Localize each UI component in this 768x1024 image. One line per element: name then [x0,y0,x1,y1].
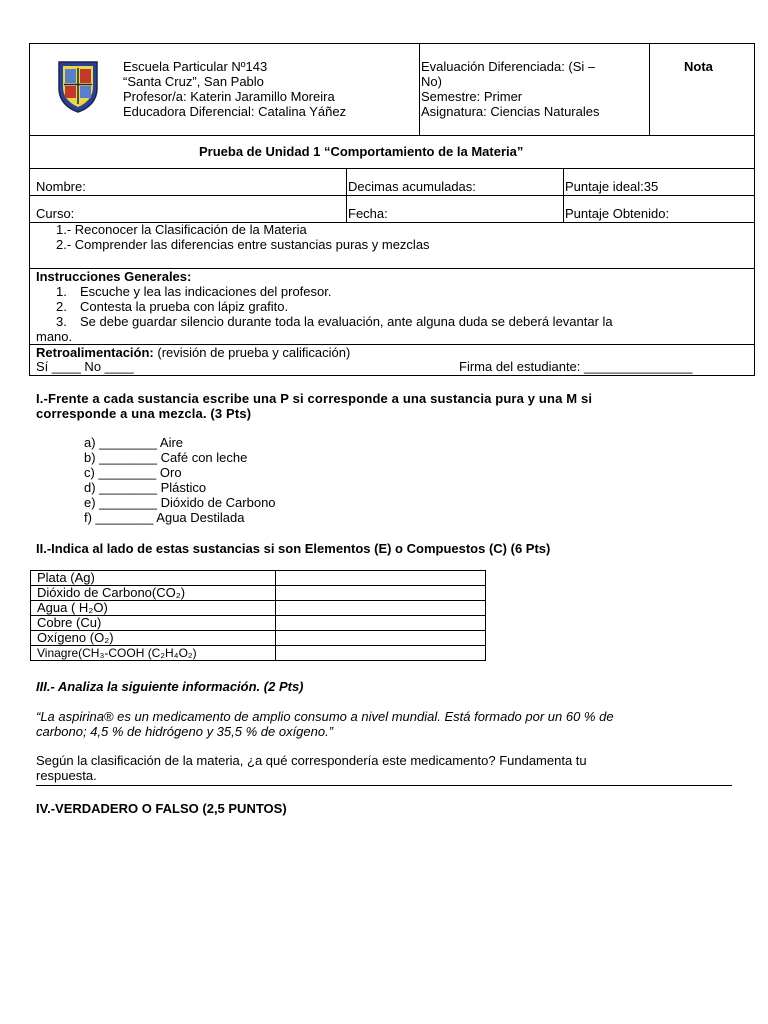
substance-cell: Vinagre(CH₃-COOH (C₂H₄O₂) [31,646,276,661]
student-signature: Firma del estudiante: _______________ [459,359,693,374]
curso-field: Curso: [36,206,75,221]
instruction-2-text: Contesta la prueba con lápiz grafito. [80,299,289,314]
instruction-1-text: Escuche y lea las indicaciones del profesor. [80,284,332,299]
semester-line: Semestre: Primer [421,89,523,104]
eval-line-2: No) [421,74,442,89]
substance-cell: Dióxido de Carbono(CO₂) [31,586,276,601]
header-divider-2 [649,43,650,135]
eval-line-1: Evaluación Diferenciada: (Si – [421,59,596,74]
table-row [31,586,486,601]
table-row [31,631,486,646]
school-line-2: “Santa Cruz”, San Pablo [123,74,264,89]
section1-title-line2: corresponde a una mezcla. (3 Pts) [36,406,252,421]
answer-cell[interactable] [276,631,486,646]
elements-compounds-table [30,570,486,661]
table-row [31,571,486,586]
answer-cell[interactable] [276,586,486,601]
section2-title: II.-Indica al lado de estas sustancias si son Elementos (E) o Compuestos (C) (6 Pts) [36,541,551,556]
instruction-1-num: 1. [56,284,67,299]
section1-item-f: f) ________ Agua Destilada [84,510,245,525]
fecha-field: Fecha: [348,206,388,221]
nota-label: Nota [684,59,713,74]
header-divider-1 [419,43,420,135]
nombre-field: Nombre: [36,179,86,194]
section4-title: IV.-VERDADERO O FALSO (2,5 PUNTOS) [36,801,287,816]
title-top-line [29,135,755,136]
feedback-note: (revisión de prueba y calificación) [157,345,351,360]
table-row [31,646,486,661]
subject-line: Asignatura: Ciencias Naturales [421,104,600,119]
school-crest-logo [55,58,101,114]
test-title: Prueba de Unidad 1 “Comportamiento de la Materia” [199,144,524,159]
decimas-field: Decimas acumuladas: [348,179,476,194]
section1-item-c: c) ________ Oro [84,465,182,480]
school-line-1: Escuela Particular Nº143 [123,59,268,74]
section1-title-line1: I.-Frente a cada sustancia escribe una P si corresponde a una sustancia pura y una M si [36,391,593,406]
answer-cell[interactable] [276,601,486,616]
feedback-yes-no: Sí ____ No ____ [36,359,134,374]
educator-line: Educadora Diferencial: Catalina Yáñez [123,104,347,119]
section1-item-d: d) ________ Plástico [84,480,207,495]
table-row [31,601,486,616]
section3-question-line1: Según la clasificación de la materia, ¿a qué correspondería este medicamento? Fundamenta tu [36,753,587,768]
instruction-3-continuation: mano. [36,329,73,344]
teacher-line: Profesor/a: Katerin Jaramillo Moreira [123,89,335,104]
feedback-heading: Retroalimentación: [36,345,154,360]
instructions-heading: Instrucciones Generales: [36,269,192,284]
substance-cell: Agua ( H₂O) [31,601,276,616]
instruction-3-text: Se debe guardar silencio durante toda la evaluación, ante alguna duda se deberá levantar la [80,314,613,329]
substance-cell: Plata (Ag) [31,571,276,586]
substance-cell: Oxígeno (O₂) [31,631,276,646]
substance-cell: Cobre (Cu) [31,616,276,631]
section1-item-b: b) ________ Café con leche [84,450,248,465]
aspirin-quote-line1: “La aspirina® es un medicamento de amplio consumo a nivel mundial. Está formado por un 60 % de [36,709,614,724]
instruction-3-num: 3. [56,314,67,329]
section1-item-e: e) ________ Dióxido de Carbono [84,495,276,510]
answer-cell[interactable] [276,616,486,631]
objective-1: 1.- Reconocer la Clasificación de la Materia [56,222,307,237]
section3-title: III.- Analiza la siguiente información. (2 Pts) [36,679,304,694]
answer-cell[interactable] [276,646,486,661]
objective-2: 2.- Comprender las diferencias entre sustancias puras y mezclas [56,237,430,252]
section3-question-line2: respuesta. [36,768,97,783]
answer-cell[interactable] [276,571,486,586]
answer-line[interactable] [36,785,732,786]
section1-item-a: a) ________ Aire [84,435,184,450]
table-row [31,616,486,631]
fields-mid-line [29,195,755,196]
puntaje-ideal-field: Puntaje ideal:35 [565,179,659,194]
aspirin-quote-line2: carbono; 4,5 % de hidrógeno y 35,5 % de oxígeno.” [36,724,334,739]
feedback-line [36,345,350,360]
instruction-2-num: 2. [56,299,67,314]
title-bottom-line [29,168,755,169]
puntaje-obtenido-field: Puntaje Obtenido: [565,206,670,221]
